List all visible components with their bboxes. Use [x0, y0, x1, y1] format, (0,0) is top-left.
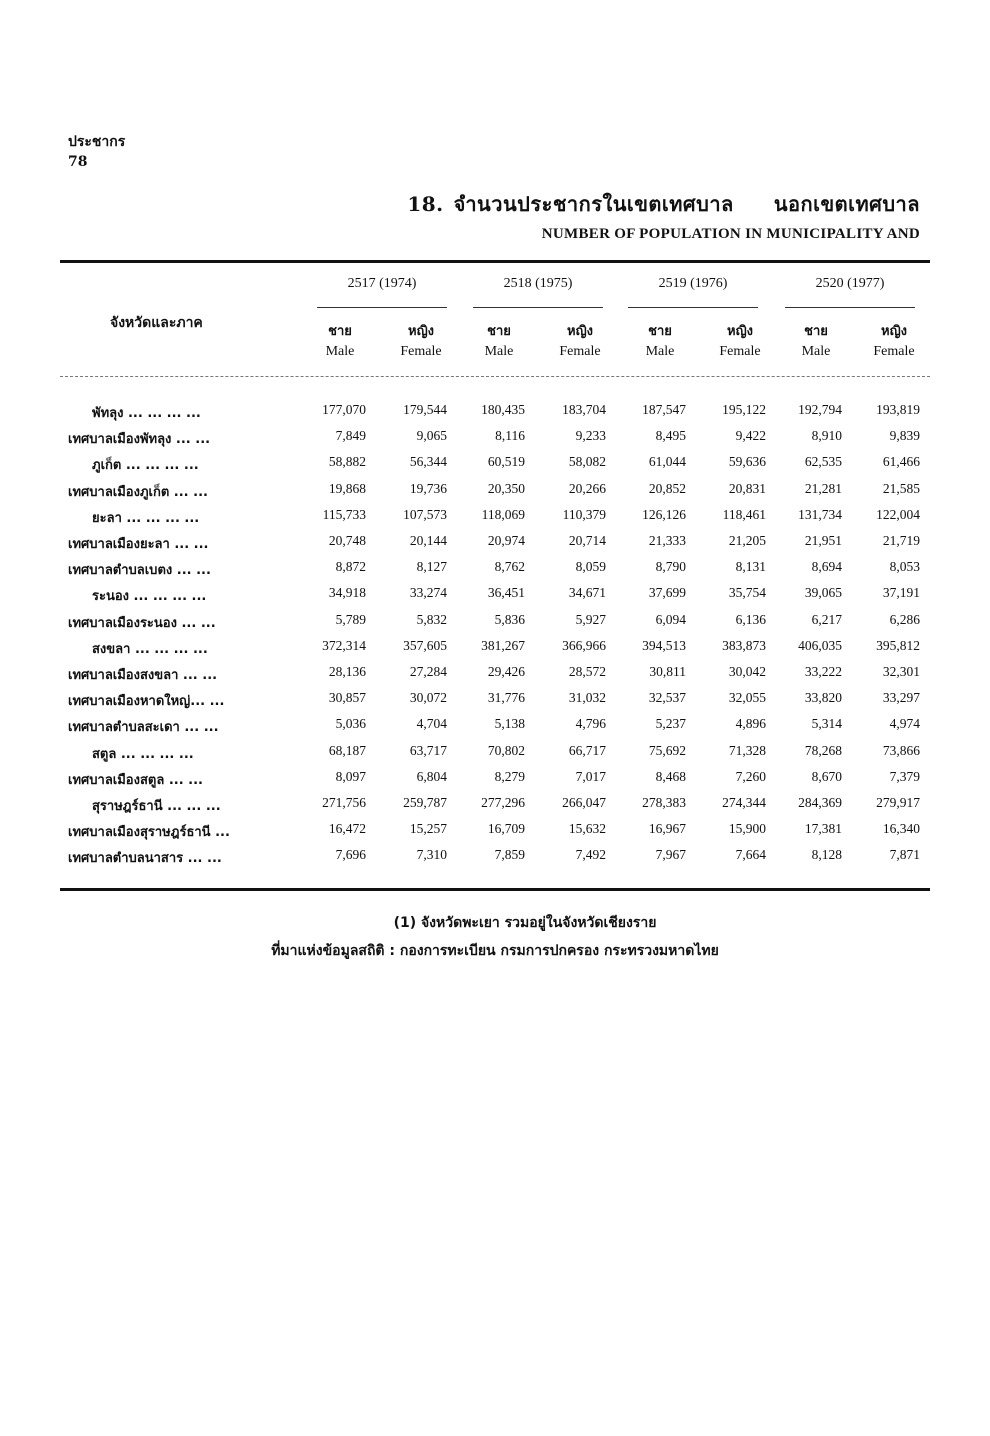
table-cell: 8,053 [889, 559, 920, 575]
table-cell: 4,704 [416, 716, 447, 732]
female-label-thai: หญิง [567, 324, 593, 339]
table-cell: 62,535 [804, 454, 842, 470]
row-label: เทศบาลตำบลนาสาร ... ... [68, 851, 222, 867]
table-cell: 20,852 [648, 480, 686, 496]
footnote: (1) จังหวัดพะเยา รวมอยู่ในจังหวัดเชียงราย [393, 915, 657, 931]
table-cell: 33,297 [882, 690, 920, 706]
table-cell: 4,974 [889, 716, 920, 732]
table-cell: 6,136 [735, 611, 766, 627]
year-underline [628, 307, 758, 308]
table-cell: 279,917 [876, 795, 920, 810]
table-cell: 17,381 [804, 821, 842, 837]
table-cell: 277,296 [481, 795, 525, 810]
table-row [0, 821, 990, 847]
table-cell: 7,871 [889, 847, 920, 863]
table-cell: 21,585 [882, 480, 920, 496]
year-underline [473, 307, 603, 308]
table-cell: 59,636 [728, 454, 766, 470]
male-header [300, 322, 380, 362]
table-cell: 19,868 [328, 480, 366, 496]
table-cell: 21,951 [804, 533, 842, 548]
table-cell: 8,116 [495, 428, 525, 444]
year-header: 2518 (1975) [503, 276, 573, 291]
table-cell: 7,664 [735, 847, 766, 863]
female-label-english: Female [719, 344, 761, 359]
male-header [459, 322, 539, 362]
table-cell: 8,468 [655, 768, 686, 784]
table-cell: 21,205 [728, 533, 766, 548]
page-number: 78 [68, 154, 88, 170]
year-underline [785, 307, 915, 308]
table-cell: 107,573 [403, 506, 447, 522]
table-cell: 187,547 [642, 402, 686, 417]
table-cell: 395,812 [876, 637, 920, 653]
male-label-english: Male [801, 344, 831, 359]
table-cell: 406,035 [798, 637, 842, 653]
page-header [68, 132, 125, 172]
table-cell: 383,873 [722, 637, 766, 653]
table-cell: 8,097 [335, 768, 366, 784]
table-cell: 4,796 [575, 716, 606, 732]
table-cell: 177,070 [322, 402, 366, 417]
male-header [620, 322, 700, 362]
notes [0, 910, 990, 964]
female-label-thai: หญิง [881, 324, 907, 339]
table-cell: 16,709 [487, 821, 525, 837]
table-cell: 56,344 [409, 454, 447, 470]
table-cell: 9,422 [735, 428, 766, 444]
table-cell: 5,789 [335, 611, 366, 627]
table-cell: 192,794 [798, 402, 842, 417]
table-cell: 357,605 [403, 637, 447, 653]
table-cell: 20,974 [487, 533, 525, 548]
female-header [540, 322, 620, 362]
table-cell: 4,896 [735, 716, 766, 732]
male-label-english: Male [325, 344, 355, 359]
table-cell: 33,222 [804, 664, 842, 679]
row-label: สตูล ... ... ... ... [92, 746, 194, 762]
table-row [0, 507, 990, 533]
table-cell: 5,138 [494, 716, 525, 732]
table-cell: 266,047 [562, 795, 606, 810]
table-cell: 30,811 [649, 664, 686, 679]
table-cell: 381,267 [481, 637, 525, 653]
table-cell: 122,004 [876, 506, 920, 522]
table-cell: 61,466 [882, 454, 920, 470]
table-row [0, 638, 990, 664]
table-row [0, 585, 990, 611]
table-cell: 15,900 [728, 821, 766, 837]
year-header: 2517 (1974) [347, 276, 417, 291]
male-label-english: Male [484, 344, 514, 359]
section-name: ประชากร [68, 134, 126, 150]
table-row [0, 795, 990, 821]
table-cell: 75,692 [648, 742, 686, 758]
table-cell: 131,734 [798, 506, 842, 522]
row-label: เทศบาลตำบลเบตง ... ... [68, 563, 211, 579]
table-cell: 7,379 [889, 768, 920, 784]
table-cell: 37,191 [882, 585, 920, 601]
table-cell: 8,279 [494, 768, 525, 784]
table-cell: 5,836 [494, 611, 525, 627]
table-cell: 20,266 [568, 480, 606, 496]
table-cell: 9,065 [416, 428, 447, 444]
title-thai-left: จำนวนประชากรในเขตเทศบาล [453, 192, 734, 216]
table-cell: 66,717 [568, 742, 606, 758]
table-cell: 8,128 [811, 847, 842, 863]
male-label-thai: ชาย [804, 324, 828, 339]
table-cell: 20,350 [487, 480, 525, 496]
table-cell: 58,882 [328, 454, 366, 470]
table-cell: 15,257 [409, 821, 447, 837]
table-cell: 284,369 [798, 795, 842, 810]
table-cell: 16,472 [328, 821, 366, 837]
male-label-thai: ชาย [328, 324, 352, 339]
row-label: เทศบาลเมืองสตูล ... ... [68, 772, 203, 788]
table-cell: 15,632 [568, 821, 606, 837]
male-label-english: Male [645, 344, 675, 359]
table-cell: 7,696 [335, 847, 366, 863]
title-thai [407, 188, 920, 220]
year-header: 2519 (1976) [658, 276, 728, 291]
table-cell: 6,804 [416, 768, 447, 784]
row-label: ระนอง ... ... ... ... [92, 589, 207, 605]
table-cell: 8,790 [655, 559, 686, 575]
row-label: เทศบาลเมืองภูเก็ต ... ... [68, 484, 208, 500]
table-cell: 28,572 [568, 664, 606, 679]
table-cell: 34,918 [328, 585, 366, 601]
table-cell: 31,032 [568, 690, 606, 706]
female-header [381, 322, 461, 362]
female-label-english: Female [559, 344, 601, 359]
table-cell: 60,519 [487, 454, 525, 470]
table-cell: 35,754 [728, 585, 766, 601]
female-label-english: Female [400, 344, 442, 359]
table-cell: 21,333 [648, 533, 686, 548]
table-cell: 73,866 [882, 742, 920, 758]
table-cell: 115,733 [322, 506, 366, 522]
table-row [0, 690, 990, 716]
table-cell: 71,328 [728, 742, 766, 758]
table-row [0, 402, 990, 428]
table-cell: 394,513 [642, 637, 686, 653]
table-cell: 36,451 [487, 585, 525, 601]
header-divider [60, 376, 930, 377]
table-row [0, 533, 990, 559]
row-header: จังหวัดและภาค [110, 315, 203, 331]
table-row [0, 769, 990, 795]
table-cell: 8,910 [811, 428, 842, 444]
bottom-rule [60, 888, 930, 891]
table-number: 18. [407, 192, 444, 216]
row-label: เทศบาลเมืองยะลา ... ... [68, 537, 209, 552]
table-cell: 259,787 [403, 795, 447, 810]
table-cell: 7,260 [735, 768, 766, 784]
row-label: สุราษฎร์ธานี ... ... ... [92, 799, 221, 814]
table-cell: 274,344 [722, 795, 766, 810]
table-cell: 33,274 [409, 585, 447, 601]
table-cell: 8,495 [655, 428, 686, 444]
table-cell: 118,069 [481, 506, 525, 522]
table-cell: 7,859 [494, 847, 525, 863]
row-label: เทศบาลเมืองระนอง ... ... [68, 615, 216, 631]
table-cell: 30,857 [328, 690, 366, 706]
table-cell: 19,736 [409, 480, 447, 496]
row-label: เทศบาลเมืองสงขลา ... ... [68, 668, 218, 683]
table-row [0, 454, 990, 480]
table-cell: 37,699 [648, 585, 686, 601]
table-cell: 20,144 [409, 533, 447, 548]
row-label: เทศบาลเมืองสุราษฎร์ธานี ... [68, 825, 230, 841]
table-cell: 39,065 [804, 585, 842, 601]
table-cell: 20,748 [328, 533, 366, 548]
table-cell: 7,492 [575, 847, 606, 863]
table-cell: 20,714 [568, 533, 606, 548]
table-cell: 30,042 [728, 664, 766, 679]
table-cell: 5,314 [811, 716, 842, 732]
table-cell: 8,127 [416, 559, 447, 575]
table-cell: 5,832 [416, 611, 447, 627]
table-cell: 16,967 [648, 821, 686, 837]
row-label: เทศบาลตำบลสะเดา ... ... [68, 720, 219, 736]
table-cell: 193,819 [876, 402, 920, 417]
table-cell: 7,849 [335, 428, 366, 444]
table-cell: 366,966 [562, 637, 606, 653]
row-label: ภูเก็ต ... ... ... ... [92, 458, 199, 474]
table-cell: 372,314 [322, 637, 366, 653]
row-label: เทศบาลเมืองหาดใหญ่... ... [68, 694, 225, 710]
table-cell: 183,704 [562, 402, 606, 417]
table-row [0, 743, 990, 769]
table-cell: 16,340 [882, 821, 920, 837]
year-underline [317, 307, 447, 308]
table-cell: 30,072 [409, 690, 447, 706]
year-header: 2520 (1977) [815, 276, 885, 291]
top-rule [60, 260, 930, 263]
table-cell: 6,094 [655, 611, 686, 627]
table-cell: 8,059 [575, 559, 606, 575]
table-cell: 8,670 [811, 768, 842, 784]
male-label-thai: ชาย [648, 324, 672, 339]
table-cell: 5,036 [335, 716, 366, 732]
table-cell: 8,872 [335, 559, 366, 575]
title-thai-right: นอกเขตเทศบาล [773, 192, 920, 216]
table-cell: 180,435 [481, 402, 525, 417]
table-row [0, 612, 990, 638]
table-cell: 179,544 [403, 402, 447, 417]
title-english: NUMBER OF POPULATION IN MUNICIPALITY AND [541, 226, 920, 242]
female-header [854, 322, 934, 362]
row-label: ยะลา ... ... ... ... [92, 510, 200, 526]
table-cell: 7,017 [575, 768, 606, 784]
row-label: เทศบาลเมืองพัทลุง ... ... [68, 432, 211, 448]
table-cell: 8,694 [811, 559, 842, 575]
male-label-thai: ชาย [487, 324, 511, 339]
table-cell: 32,301 [882, 664, 920, 679]
table-cell: 20,831 [728, 480, 766, 496]
table-cell: 7,310 [416, 847, 447, 863]
row-label: สงขลา ... ... ... ... [92, 641, 208, 657]
table-cell: 32,055 [728, 690, 766, 706]
female-label-english: Female [873, 344, 915, 359]
table-cell: 6,286 [889, 611, 920, 627]
table-cell: 118,461 [722, 506, 766, 522]
female-label-thai: หญิง [408, 324, 434, 339]
table-cell: 7,967 [655, 847, 686, 863]
table-row [0, 428, 990, 454]
table-cell: 271,756 [322, 795, 366, 810]
table-cell: 21,281 [804, 480, 842, 496]
row-label: พัทลุง ... ... ... ... [92, 406, 201, 421]
table-cell: 110,379 [562, 506, 606, 522]
male-header [776, 322, 856, 362]
table-cell: 70,802 [487, 742, 525, 758]
table-cell: 8,131 [735, 559, 766, 575]
female-header [700, 322, 780, 362]
table-cell: 34,671 [568, 585, 606, 601]
table-cell: 126,126 [642, 506, 686, 522]
table-cell: 28,136 [328, 664, 366, 679]
table-cell: 6,217 [811, 611, 842, 627]
table-cell: 27,284 [409, 664, 447, 679]
table-cell: 58,082 [568, 454, 606, 470]
table-cell: 63,717 [409, 742, 447, 758]
table-row [0, 559, 990, 585]
table-row [0, 481, 990, 507]
table-cell: 31,776 [487, 690, 525, 706]
table-cell: 78,268 [804, 742, 842, 758]
table-row [0, 664, 990, 690]
table-cell: 9,233 [575, 428, 606, 444]
table-cell: 29,426 [487, 664, 525, 679]
table-cell: 9,839 [889, 428, 920, 444]
female-label-thai: หญิง [727, 324, 753, 339]
table-cell: 61,044 [648, 454, 686, 470]
table-row [0, 847, 990, 873]
table-title [407, 188, 920, 243]
table-cell: 278,383 [642, 795, 686, 810]
table-cell: 68,187 [328, 742, 366, 758]
source-note: ที่มาแห่งข้อมูลสถิติ : กองการทะเบียน กรมการปกครอง กระทรวงมหาดไทย [271, 943, 719, 959]
table-cell: 195,122 [722, 402, 766, 417]
table-row [0, 716, 990, 742]
table-cell: 5,927 [575, 611, 606, 627]
table-cell: 5,237 [655, 716, 686, 732]
table-cell: 8,762 [494, 559, 525, 575]
table-cell: 33,820 [804, 690, 842, 706]
table-cell: 21,719 [882, 533, 920, 548]
table-cell: 32,537 [648, 690, 686, 706]
